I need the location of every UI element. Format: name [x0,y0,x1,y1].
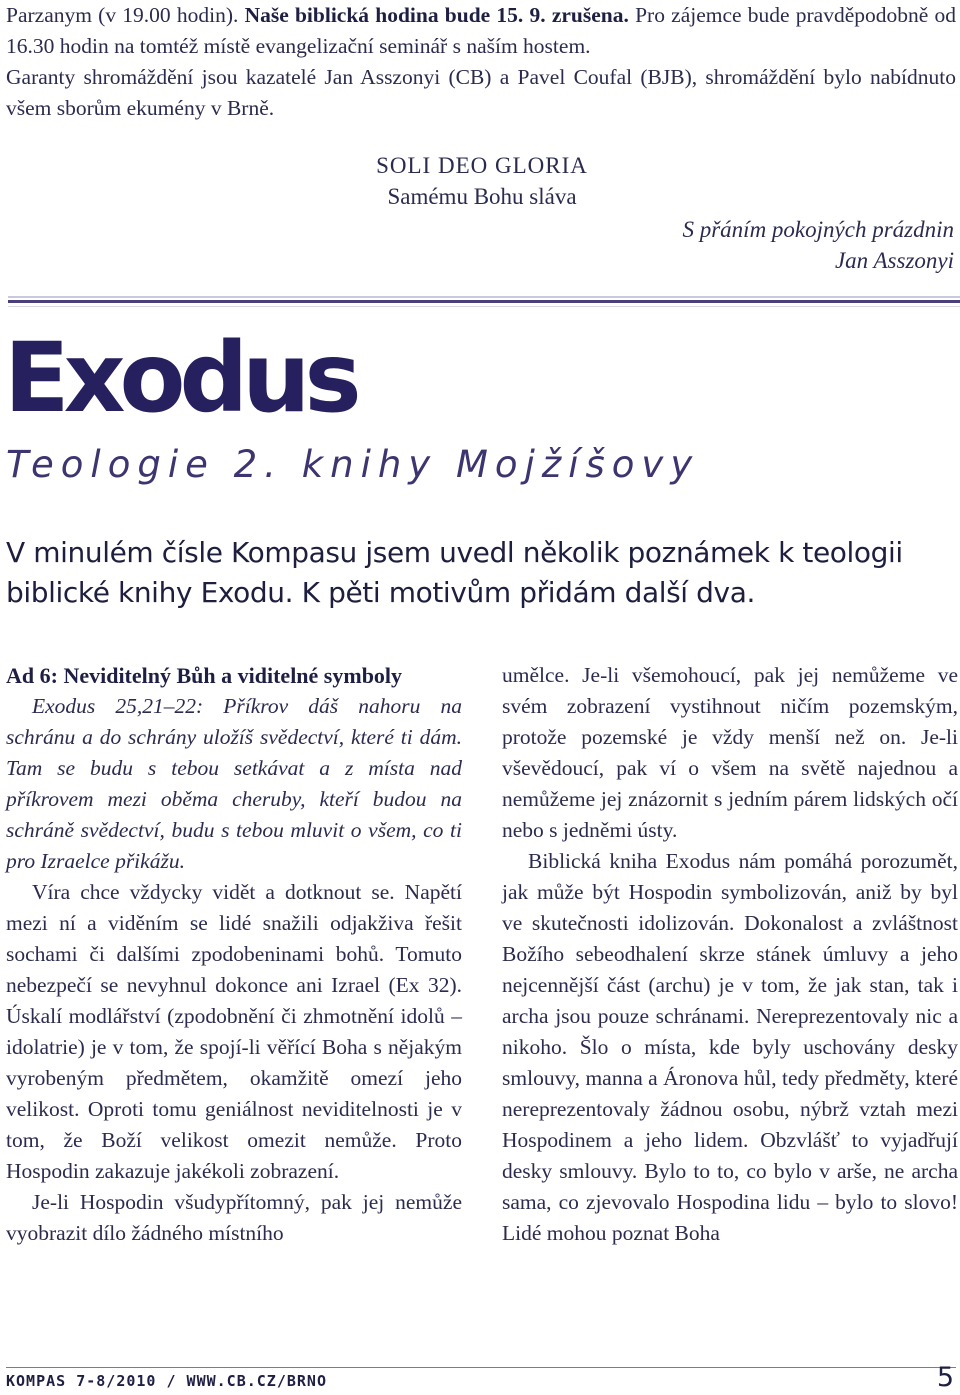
closing-motto [0,150,960,212]
divider-main [8,300,960,303]
column-right [502,660,958,1249]
intro-paragraph-2: Garanty shromáždění jsou kazatelé Jan Asszonyi (CB) a Pavel Coufal (BJB), shromáždění bylo nabídnuto všem sborům ekumény v Brně. [6,65,956,120]
body-paragraph: Víra chce vždycky vidět a dotknout se. Napětí mezi ní a viděním se lidé snažili odjakživa řešit sochami či dalšími zpodobeninami bohů. Tomuto nebezpečí se nevyhnul dokonce ani Izrael (Ex 32). Úskalí modlářství (zpodobnění či zhmotnění idolů – idolatrie) je v tom, že spojí-li věřící Boha s nějakým vyrobeným předmětem, okamžitě omezí jeho velikost. Oproti tomu geniálnost neviditelnosti je v tom, že Boží velikost omezit nemůže. Proto Hospodin zakazuje jakékoli zobrazení. [6,880,462,1183]
column-left [6,660,462,1249]
intro-text-1: Parzanym (v 19.00 hodin). [6,3,245,27]
body-paragraph: Biblická kniha Exodus nám pomáhá porozumět, jak může být Hospodin symbolizován, aniž by byl ve skutečnosti idolizován. Dokonalost a zvláštnost Božího sebeodhalení skrze stánek úmluvy a jeho nejcennější část (archu) je v tom, že jak stan, tak i archa jsou pouze schránami. Nereprezentovaly nic a nikoho. Šlo o místa, kde byly uschovány desky smlouvy, manna a Áronova hůl, tedy předměty, které nereprezentovaly žádnou osobu, nýbrž vztah mezi Hospodinem a jeho lidem. Obzvlášť to vyjadřují desky smlouvy. Bylo to to, co bylo v arše, ne archa sama, co zjevovalo Hospodina lidu – bylo to slovo! Lidé mohou poznat Boha [502,849,958,1245]
divider-top [8,296,960,298]
footer-publication: KOMPAS 7-8/2010 / WWW.CB.CZ/BRNO [6,1372,327,1390]
cancellation-notice: Naše biblická hodina bude 15. 9. zrušena. [244,3,629,27]
intro-text-2: Pro zájemce bude pravděpodobně od 16.30 hodin na tomtéž místě evangelizační seminář s naším hostem. [6,3,956,58]
bible-quote: Exodus 25,21–22: Příkrov dáš nahoru na schránu a do schrány uložíš svědectví, které ti dám. Tam se budu s tebou setkávat a z místa nad příkrovem mezi oběma cheruby, kteří budou na schráně svědectví, budu s tebou mluvit o všem, co ti pro Izraelce přikážu. [6,694,462,873]
body-paragraph: umělce. Je-li všemohoucí, pak jej nemůžeme ve svém zobrazení vystihnout ničím pozemským, protože pozemské je vždy menší než on. Je-li vševědoucí, pak ví o všem na světě najednou a nemůžeme jej znázornit s jedním párem lidských očí nebo s jedněmi ústy. [502,663,958,842]
signature-name: Jan Asszonyi [834,248,954,273]
page-number: 5 [936,1362,954,1393]
article-lead: V minulém čísle Kompasu jsem uvedl několik poznámek k teologii biblické knihy Exodu. K pěti motivům přidám další dva. [6,536,903,609]
exodus-logo: Exodus [4,322,356,434]
signature [682,214,954,276]
footer-divider [6,1367,956,1368]
divider-bottom [8,306,960,307]
intro-paragraph-1 [6,0,956,62]
signature-wish: S přáním pokojných prázdnin [682,217,954,242]
body-paragraph: Je-li Hospodin všudypřítomný, pak jej nemůže vyobrazit dílo žádného místního [6,1190,462,1245]
intro-text [6,0,956,124]
article-subtitle: Teologie 2. knihy Mojžíšovy [6,443,700,486]
section-heading: Ad 6: Neviditelný Bůh a viditelné symboly [6,663,403,688]
motto-latin: SOLI DEO GLORIA [376,153,588,178]
motto-czech: Samému Bohu sláva [387,184,577,209]
